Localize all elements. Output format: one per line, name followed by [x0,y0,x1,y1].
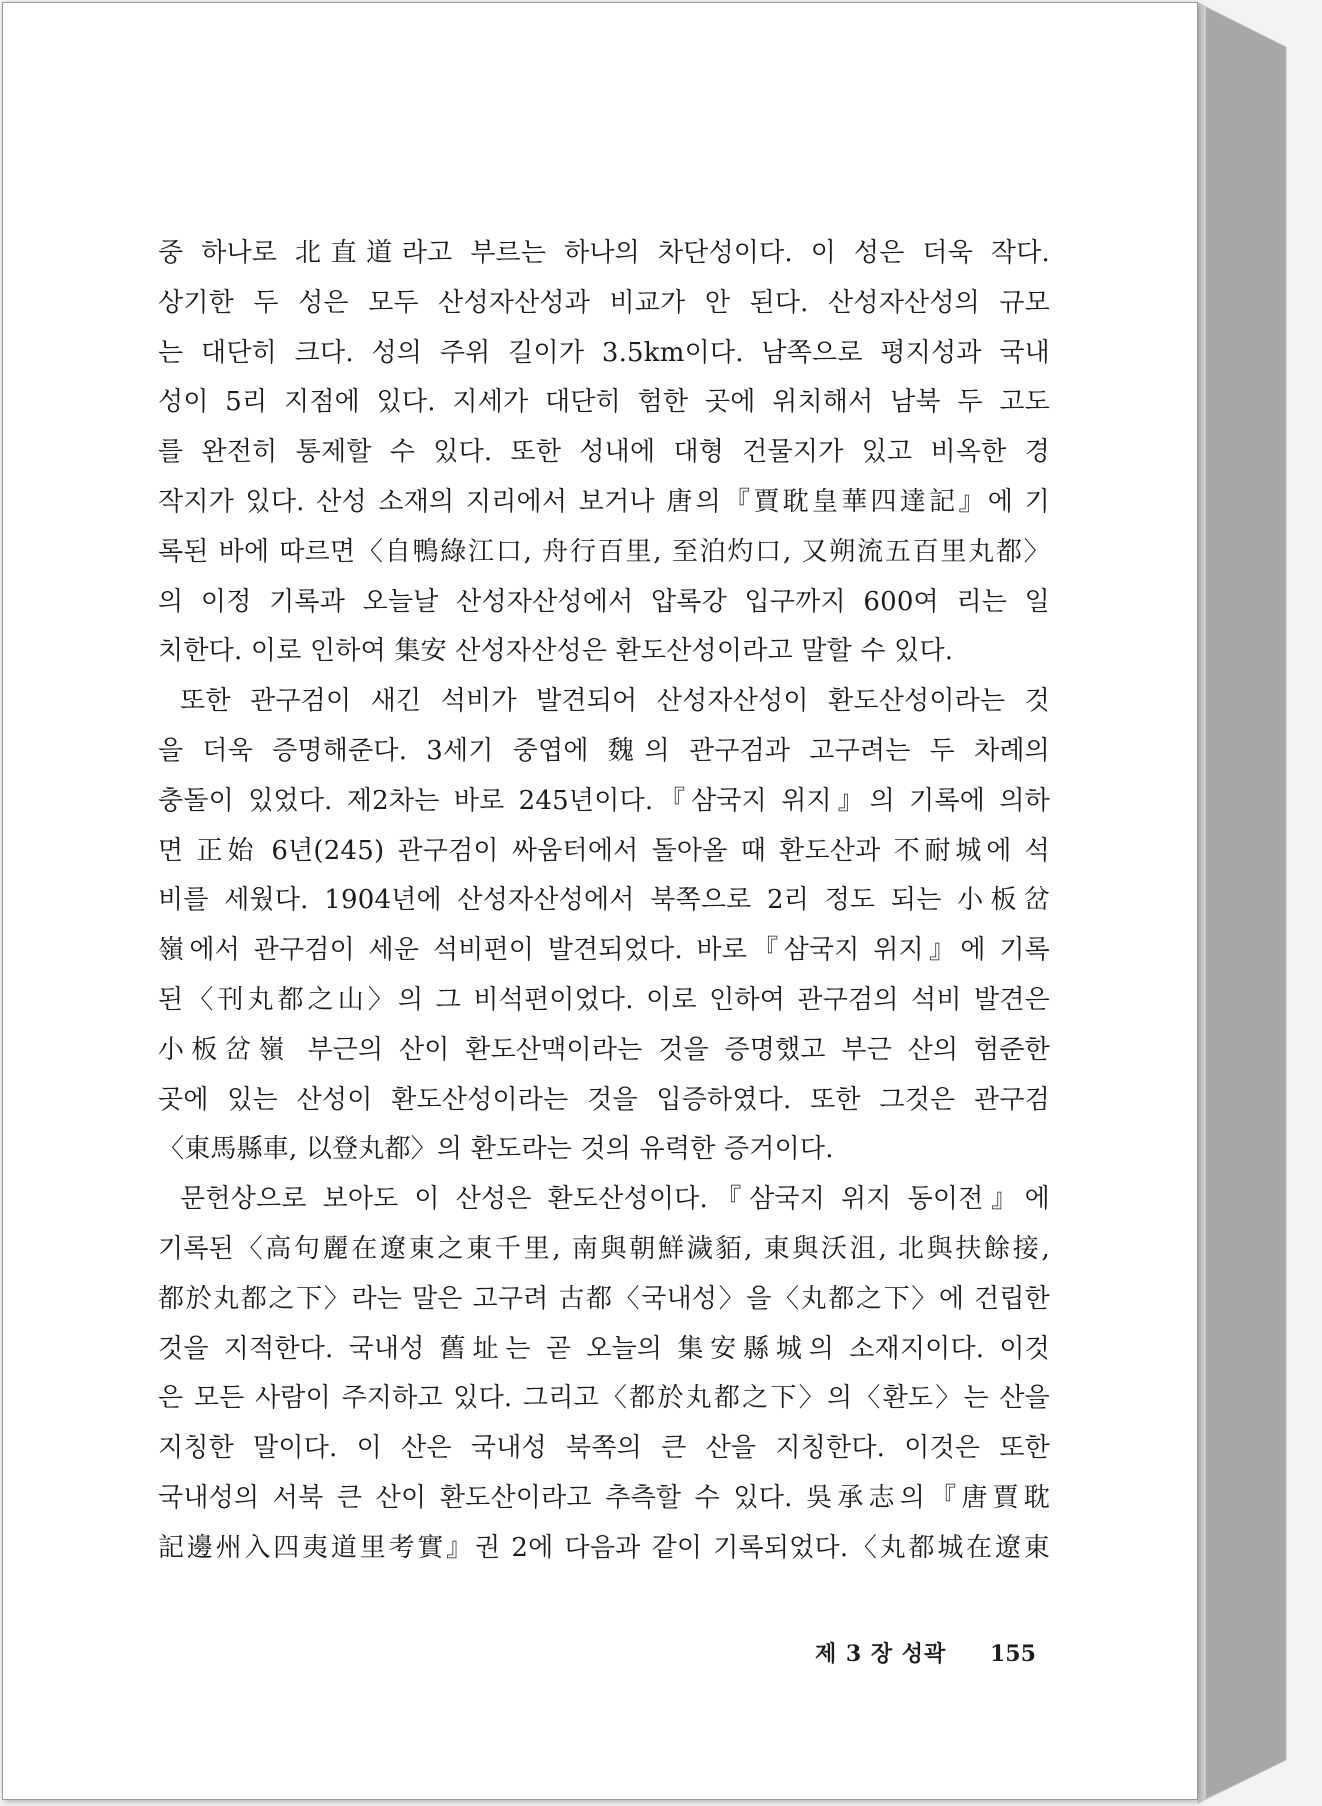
text-line: 면 正始 6년(245) 관구검이 싸움터에서 돌아올 때 환도산과 不耐城에 석 [158,835,1050,866]
text-line: 의 이정 기록과 오늘날 산성자산성에서 압록강 입구까지 600여 리는 일 [158,586,1050,617]
text-line: 곳에 있는 산성이 환도산성이라는 것을 입증하였다. 또한 그것은 관구검 [158,1084,1050,1115]
text-line: 을 더욱 증명해준다. 3세기 중엽에 魏의 관구검과 고구려는 두 차례의 [158,735,1050,766]
page-number: 155 [989,1641,1036,1667]
text-line: 된〈刊丸都之山〉의 그 비석편이었다. 이로 인하여 관구검의 석비 발견은 [158,984,1050,1015]
text-line: 국내성의 서북 큰 산이 환도산이라고 추측할 수 있다. 吳承志의『唐賈耽 [158,1482,1050,1513]
text-line: 은 모든 사람이 주지하고 있다. 그리고〈都於丸都之下〉의〈환도〉는 산을 [158,1383,1050,1414]
text-line: 상기한 두 성은 모두 산성자산성과 비교가 안 된다. 산성자산성의 규모 [158,287,1050,318]
text-line: 충돌이 있었다. 제2차는 바로 245년이다.『삼국지 위지』의 기록에 의하 [158,785,1050,816]
text-line: 작지가 있다. 산성 소재의 지리에서 보거나 唐의『賈耽皇華四達記』에 기 [158,486,1050,517]
page-footer [815,1637,1036,1668]
text-line: 는 대단히 크다. 성의 주위 길이가 3.5km이다. 남쪽으로 평지성과 국내 [158,337,1050,368]
text-line: 〈東馬縣車, 以登丸都〉의 환도라는 것의 유력한 증거이다. [158,1134,834,1165]
paragraph-start-line: 문헌상으로 보아도 이 산성은 환도산성이다.『삼국지 위지 동이전』에 [180,1184,1050,1215]
text-line: 기록된〈高句麗在遼東之東千里, 南與朝鮮濊貊, 東與沃沮, 北與扶餘接, [158,1233,1050,1264]
text-line: 小板岔嶺 부근의 산이 환도산맥이라는 것을 증명했고 부근 산의 험준한 [158,1034,1050,1065]
text-line: 성이 5리 지점에 있다. 지세가 대단히 험한 곳에 위치해서 남북 두 고도 [158,387,1050,418]
text-line: 지칭한 말이다. 이 산은 국내성 북쪽의 큰 산을 지칭한다. 이것은 또한 [158,1433,1050,1464]
chapter-title: 제 3 장 성곽 [815,1641,947,1667]
body-text [158,229,1050,1574]
text-line: 것을 지적한다. 국내성 舊址는 곧 오늘의 集安縣城의 소재지이다. 이것 [158,1333,1050,1364]
text-line: 치한다. 이로 인하여 集安 산성자산성은 환도산성이라고 말할 수 있다. [158,636,954,667]
text-line: 記邊州入四夷道里考實』권 2에 다음과 같이 기록되었다.〈丸都城在遼東 [158,1532,1050,1563]
text-line: 록된 바에 따르면〈自鴨綠江口, 舟行百里, 至泊灼口, 又朔流五百里丸都〉 [158,536,1050,567]
paragraph-start-line: 또한 관구검이 새긴 석비가 발견되어 산성자산성이 환도산성이라는 것 [180,686,1050,717]
text-line: 를 완전히 통제할 수 있다. 또한 성내에 대형 건물지가 있고 비옥한 경 [158,437,1050,468]
text-line: 嶺에서 관구검이 세운 석비편이 발견되었다. 바로『삼국지 위지』에 기록 [158,935,1050,966]
text-line: 비를 세웠다. 1904년에 산성자산성에서 북쪽으로 2리 정도 되는 小板岔 [158,885,1050,916]
text-line: 중 하나로 北直道라고 부르는 하나의 차단성이다. 이 성은 더욱 작다. [158,238,1050,268]
text-line: 都於丸都之下〉라는 말은 고구려 古都〈국내성〉을〈丸都之下〉에 건립한 [158,1283,1050,1314]
